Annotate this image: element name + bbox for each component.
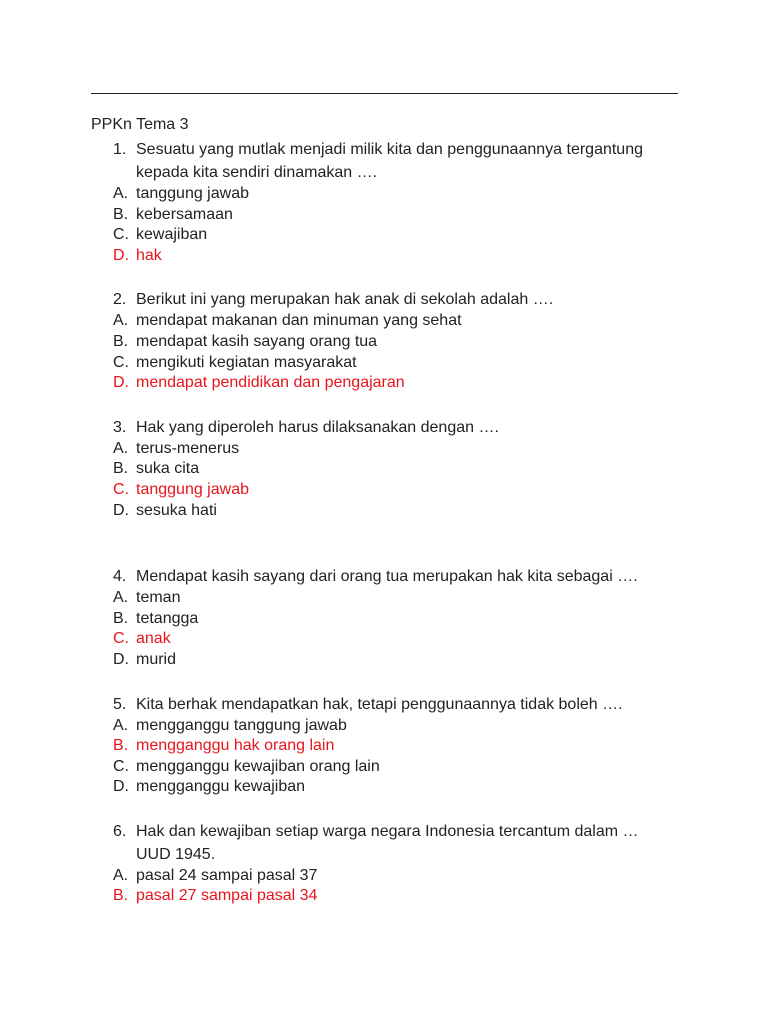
spacer (91, 266, 691, 288)
question-number: 4. (113, 568, 127, 586)
option-d (91, 501, 691, 522)
option-letter: D. (113, 778, 129, 796)
option-letter: D. (113, 501, 129, 519)
option-letter: A. (113, 312, 129, 330)
option-text: pasal 27 sampai pasal 34 (136, 887, 318, 905)
question-2 (91, 288, 691, 393)
option-b (91, 609, 691, 630)
option-text: suka cita (136, 460, 200, 478)
option-text: pasal 24 sampai pasal 37 (136, 866, 318, 884)
question-4 (91, 565, 691, 670)
option-letter: A. (113, 185, 129, 202)
spacer (91, 671, 691, 693)
option-text: tanggung jawab (136, 480, 249, 498)
document-body (91, 114, 691, 907)
option-c-correct (91, 480, 691, 501)
question-5 (91, 693, 691, 798)
option-d (91, 650, 691, 671)
option-letter: D. (113, 374, 129, 392)
option-a (91, 588, 691, 609)
option-d-correct (91, 246, 691, 267)
spacer (91, 521, 691, 565)
question-6 (91, 820, 691, 907)
option-letter: B. (113, 460, 129, 478)
option-letter: B. (113, 609, 129, 627)
option-text: sesuka hati (136, 501, 217, 519)
question-1 (91, 138, 691, 266)
option-text: mengganggu hak orang lain (136, 737, 335, 755)
option-text: anak (136, 630, 171, 648)
option-a (91, 184, 691, 205)
question-number: 2. (113, 291, 127, 309)
option-letter: D. (113, 246, 129, 264)
question-3 (91, 416, 691, 521)
option-a (91, 311, 691, 332)
option-letter: A. (113, 439, 129, 457)
question-text: Mendapat kasih sayang dari orang tua merupakan hak kita sebagai …. (136, 568, 638, 586)
option-b (91, 205, 691, 226)
option-text: kebersamaan (136, 205, 233, 223)
spacer (91, 798, 691, 820)
option-text: mengganggu tanggung jawab (136, 716, 347, 734)
option-letter: A. (113, 589, 129, 607)
option-letter: C. (113, 630, 129, 648)
option-text: mendapat pendidikan dan pengajaran (136, 374, 405, 392)
question-number: 1. (113, 141, 127, 158)
option-letter: C. (113, 480, 129, 498)
option-d-correct (91, 373, 691, 394)
option-text: hak (136, 246, 162, 264)
document-title: PPKn Tema 3 (91, 116, 189, 133)
option-text: mengganggu kewajiban (136, 778, 306, 796)
option-text: terus-menerus (136, 439, 240, 457)
option-a (91, 716, 691, 737)
option-b-correct (91, 736, 691, 757)
option-text: tanggung jawab (136, 185, 249, 202)
question-text: Berikut ini yang merupakan hak anak di sekolah adalah …. (136, 291, 554, 309)
option-letter: A. (113, 866, 129, 884)
option-c (91, 757, 691, 778)
option-a (91, 866, 691, 887)
option-text: mendapat makanan dan minuman yang sehat (136, 312, 462, 330)
spacer (91, 394, 691, 416)
option-d (91, 777, 691, 798)
option-letter: A. (113, 716, 129, 734)
option-text: mengikuti kegiatan masyarakat (136, 353, 357, 371)
option-letter: B. (113, 205, 129, 223)
question-text: Hak dan kewajiban setiap warga negara Indonesia tercantum dalam … UUD 1945. (136, 822, 639, 863)
question-number: 3. (113, 418, 127, 436)
option-c (91, 225, 691, 246)
option-letter: C. (113, 226, 129, 244)
option-c (91, 353, 691, 374)
option-text: mendapat kasih sayang orang tua (136, 332, 378, 350)
option-text: kewajiban (136, 226, 208, 244)
option-letter: B. (113, 332, 129, 350)
option-letter: B. (113, 887, 129, 905)
option-text: murid (136, 650, 177, 668)
option-text: mengganggu kewajiban orang lain (136, 757, 380, 775)
option-letter: C. (113, 757, 129, 775)
question-stem (91, 820, 669, 866)
question-text: Sesuatu yang mutlak menjadi milik kita dan penggunaannya tergantung kepada kita sendiri dinamakan …. (136, 141, 643, 181)
option-letter: D. (113, 650, 129, 668)
question-number: 5. (113, 695, 127, 713)
question-number: 6. (113, 822, 127, 840)
option-letter: B. (113, 737, 129, 755)
question-stem (91, 288, 669, 311)
option-letter: C. (113, 353, 129, 371)
question-text: Hak yang diperoleh harus dilaksanakan dengan …. (136, 418, 499, 436)
header-rule (91, 93, 678, 94)
question-stem (91, 565, 669, 588)
option-c-correct (91, 629, 691, 650)
option-text: tetangga (136, 609, 199, 627)
option-b (91, 332, 691, 353)
option-b-correct (91, 886, 691, 907)
question-text: Kita berhak mendapatkan hak, tetapi penggunaannya tidak boleh …. (136, 695, 623, 713)
option-b (91, 459, 691, 480)
option-text: teman (136, 589, 181, 607)
question-stem (91, 693, 669, 716)
question-stem (91, 138, 669, 184)
question-stem (91, 416, 669, 439)
option-a (91, 439, 691, 460)
